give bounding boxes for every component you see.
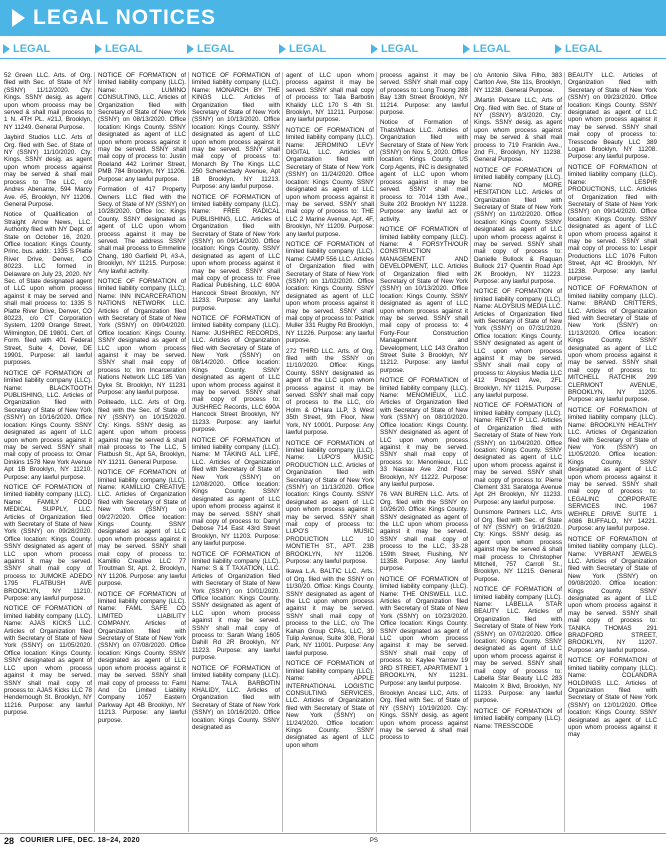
notice-column [286, 72, 377, 832]
legal-notice: NOTICE OF FORMATION of limited liability company (LLC). Name: JUSHREC RECORDS, LLC. Articles of Organization filed with Secretary of State of New York (SSNY) on 08/14/2020. Office location: Kings County. SSNY designated as agent of LLC upon whom process against it may be served. SSNY shall mail copy of process to: JUSHREC Records, LLC 690A Hancock Street Brooklyn, NY 11233. Purpose: any lawful purpose. [192, 315, 280, 434]
arrow-icon [3, 44, 10, 54]
legal-notice: 76 VAN BUREN LLC. Arts. of Org. filed with the SSNY on 10/26/20. Office: Kings County. SSNY designated as agent of the LLC upon whom process against it may be served. SSNY shall mail copy of process to the LLC, 33-28 159th Street, Flushing, NY 11358. Purpose: Any lawful purpose. [380, 491, 468, 573]
section-title: LEGAL NOTICES [33, 6, 216, 29]
print-mark: PS [369, 837, 378, 844]
arrow-icon [555, 44, 562, 54]
arrow-icon [95, 44, 102, 54]
notice-column [568, 72, 659, 832]
column-header-label: LEGAL [105, 43, 143, 55]
legal-notice: Formation of 417 Property Owners LLC filed with the Secy. of State of NY (SSNY) on 10/28/2020. Office loc: Kings County. SSNY designated as agent of LLC upon whom process against it may be served. The address SSNY shall mail process to Emmeline Chang, 180 Garfield Pl, #3-A, Brooklyn, NY 11215. Purpose: Any lawful activity. [98, 186, 186, 275]
arrow-icon [12, 9, 25, 27]
legal-notice: Notice of Qualification of Straight Arrow News, LLC. Authority filed with NY Dept. of State on October 16, 2020. Office location: Kings County. Princ. bus. addr.: 1335 S Platte River Drive, Denver, CO 80223. LLC formed in Delaware on July 23, 2020. NY Sec. of State designated agent of LLC upon whom process against it may be served and shall mail process to: 1335 S Platte River Drive, Denver, CO 80223, c/o CT Corporation System, 1209 Orange Street, Wilmington, DE 19801. Cert. of Form. filed with 401 Federal Street, Suite 4, Dover, DE 19901. Purpose: all lawful purposes. [4, 211, 92, 367]
legal-notice: 52 Green LLC. Arts. of Org. filed with Sec. of State of NY (SSNY) 11/12/2020. Cty: Kings. SSNY desig. as agent upon whom process may be served & shall mail process to 1 N. 4TH PL. #21J, Brooklyn, NY 11249. General Purpose. [4, 72, 92, 131]
legal-notice: Ikawa L.A. BALTIC LLC. Arts. of Org. filed with the SSNY on 11/30/20. Office: Kings County. SSNY designated as agent of the LLC upon whom process against it may be served. SSNY shall mail copy of process to the LLC, c/o The Kahan Group CPAs, LLC, 39 Tulip Avenue, Suite 308, Floral Park, NY 11001. Purpose: Any lawful purpose. [286, 568, 374, 657]
column-headers [0, 40, 666, 59]
legal-notice: NOTICE OF FORMATION of limited liability company (LLC). Name: 4 FORSYTH/OUR CONSTRUCTION MANAGEMENT AND DEVELOPMENT, LLC. Articles of Organization filed with Secretary of State of New York (SSNY) on 10/13/2020. Office location: Kings County. SSNY designated as agent of LLC upon whom process against it may be served. SSNY shall mail copy of process to: 4 Forty-Four Construction Management and Development, LLC 143 Grafton Street Suite 3 Brooklyn, NY 11212. Purpose: any lawful purpose. [380, 226, 468, 374]
column-header [276, 40, 368, 58]
legal-notice: NOTICE OF FORMATION of limited liability company (LLC). Name: INN INCARCERATION NATIONS NETWORK LLC. Articles of Organization filed with Secretary of State of New York (SSNY) on 09/04/2020. Office location: Kings County. SSNY designated as agent of LLC upon whom process against it may be served. SSNY shall mail copy of process to: Inn Incarceration Nations Network LLC 185 Van Dyke St. Brooklyn, NY 11231 Purpose: any lawful purpose. [98, 277, 186, 397]
legal-notice: NOTICE OF FORMATION of limited liability company (LLC). Name: ALOYSIUS MEDIA LLC. Articles of Organization filed with Secretary of State of New York (SSNY) on 07/31/2020. Office location: Kings County. SSNY designated as agent of LLC upon whom process against it may be served. SSNY shall mail copy of process to: Aloysius Media LLC 412 Prospect Ave, 2FL Brooklyn, NY 11215. Purpose: any lawful purpose. [474, 288, 562, 400]
notice-column [4, 72, 95, 832]
legal-notice: NOTICE OF FORMATION of limited liability company (LLC). Name: COLANDRA HOLDINGS LLC. Articles of Organization filed with Secretary of State of New York (SSNY) on 12/01/2020. Office location: Kings County. SSNY designated as agent of LLC upon whom process against it may [568, 657, 657, 739]
arrow-icon [463, 44, 470, 54]
legal-notice: NOTICE OF FORMATION of limited liability company (LLC). Name: VYBRANT JEWELS LLC. Articles of Organization filed with Secretary of State of New York (SSNY) on 09/08/2020. Office location: Kings County. SSNY designated as agent of LLC upon whom process against it may be served. SSNY shall mail copy of process to: TANIKA THOMAS 291 BRADFORD STREET, BROOKLYN, NY 11207. Purpose: any lawful purpose. [568, 535, 657, 654]
legal-notice: NOTICE OF FORMATION of limited liability company (LLC). Name: FREE RADICAL PUBLISHING, LLC. Articles of Organization filed with Secretary of State of New York (SSNY) on 09/14/2020. Office location: Kings County. SSNY designated as agent of LLC upon whom process against it may be served. SSNY shall mail copy of process to: Free Radical Publishing, LLC 690A Hancock Street Brooklyn, NY 11233. Purpose: any lawful purpose. [192, 193, 280, 312]
legal-notice: NOTICE OF FORMATION of limited liability company (LLC). Name: FAML SAFE CO LIMITED LIABILITY COMPANY. Articles of Organization filed with Secretary of State of New York (SSNY) on 07/08/2020. Office location: Kings County. SSNY designated as agent of LLC upon whom process against it may be served. SSNY shall mail copy of process to: Faml And Co Limited Liability Company 1057 Eastern Parkway Apt 4B Brooklyn, NY 11213. Purpose: any lawful purpose. [98, 590, 186, 724]
legal-notice: c/o Antonio Silva Filho, 383 Carlton Ave, Ste 11s, Brooklyn, NY 11238. General Purpose. [474, 72, 562, 94]
legal-notice: NOTICE OF FORMATION of limited liability company (LLC). Name: S & T TAXATION, LLC. Articles of Organization filed with Secretary of State of New York (SSNY) on 10/01/2020. Office location: Kings County. SSNY designated as agent of LLC upon whom process against it may be served. SSNY shall mail copy of process to: Sarah Wang 1605 Dahill Rd 2R Brooklyn, NY 11223. Purpose: any lawful purpose. [192, 550, 280, 662]
notice-column [474, 72, 565, 832]
legal-notice: process against it may be served. SSNY shall mail copy of process to: Long Truong 288 Bay 13th Street Brooklyn, NY 11214. Purpose: any lawful purpose. [380, 72, 468, 117]
column-header-label: LEGAL [13, 43, 51, 55]
legal-notice: NOTICE OF FORMATION of limited liability company (LLC). Name: BROOKLYN HEALTHY LLC. Articles of Organization filed with Secretary of State of New York (SSNY) on 11/05/2020. Office location: Kings County. SSNY designated as agent of LLC upon whom process against it may be served. SSNY shall mail copy of process to: LEGALINC CORPORATE SERVICES INC. 1967 WEHRLE DRIVE SUITE 1 #086 BUFFALO, NY 14221. Purpose: any lawful purpose. [568, 406, 657, 533]
legal-notice: Dunsmore Partners LLC, Arts of Org. filed with Sec. of State of NY (SSNY) on 9/16/2020. Cty: Kings. SSNY desig. as agent upon whom process against may be served & shall mail process to Christopher Mitchell, 757 Carroll St., Brooklyn, NY 11215. General Purpose. [474, 509, 562, 583]
legal-notice: NOTICE OF FORMATION of limited liability company (LLC). Name: BRAND CRITTERS, LLC. Articles of Organization filed with Secretary of State of New York (SSNY) on 11/13/2020. Office location: Kings County. SSNY designated as agent of LLC upon whom process against it may be served. SSNY shall mail copy of process to: MITCHELL RATCHIK 299 CLERMONT AVENUE, BROOKLYN, NY 11205. Purpose: any lawful purpose. [568, 285, 657, 404]
section-banner [0, 0, 666, 36]
legal-notice: NOTICE OF FORMATION of limited liability company (LLC). Name: THE ONSWELL LLC. Articles of Organization filed with Secretary of State of New York (SSNY) on 10/23/2020. Office location: Kings County. SSNY designated as agent of LLC upon whom process against it may be served. SSNY shall mail copy of process to: Kaylee Yarrow 19 3RD STREET, APARTMENT 1 BROOKLYN, NY 11231. Purpose: any lawful purpose. [380, 575, 468, 687]
notice-column [98, 72, 189, 832]
column-header [0, 40, 92, 58]
legal-notice: NOTICE OF FORMATION of limited liability company (LLC). Name: TRESSCODE [474, 707, 562, 730]
column-header [460, 40, 552, 58]
notice-column [380, 72, 471, 832]
legal-notice: NOTICE OF FORMATION of limited liability company (LLC). Name: APPLE INTERNATIONAL LOGISTIC CONSULTING SERVICES, LLC. Articles of Organization filed with Secretary of State of New York (SSNY) on 11/24/2020. Office location: Kings County. SSNY designated as agent of LLC upon whom [286, 660, 374, 749]
legal-notice: NOTICE OF FORMATION of limited liability company (LLC). Name: JEROMINO LEVY DIGITAL LLC. Articles of Organization filed with Secretary of State of New York (SSNY) on 11/24/2020. Office location: Kings County. SSNY designated as agent of LLC upon whom process against it may be served. SSNY shall mail copy of process to: THE LLC 2 Marine Avenue, Apt. 4F, Brooklyn, NY 11209. Purpose: any lawful purpose. [286, 126, 374, 238]
legal-notice: Brooklyn Ancasi LLC, Arts. of Org. filed with Sec. of State of NY (SSNY) 10/19/2020. Cty: Kings. SSNY desig. as agent upon whom process against may be served & shall mail process to [380, 689, 468, 742]
column-header-label: LEGAL [289, 43, 327, 55]
arrow-icon [279, 44, 286, 54]
legal-notice: NOTICE OF FORMATION of limited liability company (LLC). Name: LESPIR PRODUCTIONS, LLC. Articles of Organization filed with Secretary of State of New York (SSNY) on 09/14/2020. Office location: Kings County. SSNY designated as agent of LLC upon whom process against it may be served. SSNY shall mail copy of process to: Lespir Productions LLC 1076 Fulton Street, Apt 4C Brooklyn, NY 11238. Purpose: any lawful purpose. [568, 163, 657, 282]
legal-notice: NOTICE OF FORMATION of limited liability company (LLC). Name: LABELLA STAR BEAUTY LLC. Articles of Organization filed with Secretary of State of New York (SSNY) on 07/02/2020. Office location: Kings County. SSNY designated as agent of LLC upon whom process against it may be served. SSNY shall mail copy of process to: Labella Star Beauty LLC 283 Malcolm X Blvd, Brooklyn, NY 11233. Purpose: any lawful purpose. [474, 586, 562, 705]
legal-notice: NOTICE OF FORMATION of limited liability company (LLC). Name: MENOMIEUX, LLC. Articles of Organization filed with Secretary of State of New York (SSNY) on 08/10/2020. Office location: Kings County. SSNY designated as agent of LLC upon whom process against it may be served. SSNY shall mail copy of process to: Menomieux, LLC 33 Nassau Ave 2nd Floor Brooklyn, NY 11222. Purpose: any lawful purpose. [380, 377, 468, 488]
column-header-label: LEGAL [197, 43, 235, 55]
legal-notice: NOTICE OF FORMATION of limited liability company (LLC). Name: M TAKING ALL LIFE, LLC. Articles of Organization filed with Secretary of State of New York (SSNY) on 12/08/2020. Office location: Kings County. SSNY designated as agent of LLC upon whom process against it may be served. SSNY shall mail copy of process to: Darryl Debose 714 East 43rd Street Brooklyn, NY 11203. Purpose: any lawful purpose. [192, 436, 280, 548]
legal-notice: Jaybird Studios LLC. Arts of Org. filed with Sec. of State of NY (SSNY) 11/10/2020. Cty: Kings. SSNY desig. as agent upon whom process against may be served & shall mail process to The LLC, c/o Andres Abenante, 594 Marcy Ave. #5, Brooklyn, NY 11206. General Purpose. [4, 134, 92, 208]
page-footer [0, 833, 666, 847]
legal-notice: NOTICE OF FORMATION of limited liability company (LLC). Name: KAMILLIO CREATIVE LLC. Articles of Organization filed with Secretary of State of New York (SSNY) on 09/27/2020. Office location: Kings County. SSNY designated as agent of LLC upon whom process against it may be served. SSNY shall mail copy of process to: Kamillio Creative LLC 77 Troutman St, Apt. 2, Brooklyn, NY 11206. Purpose: any lawful purpose. [98, 469, 186, 588]
legal-notice: NOTICE OF FORMATION of limited liability company (LLC). Name: MONARCH BY THE KINGS LLC. Articles of Organization filed with Secretary of State of New York (SSNY) on 10/13/2020. Office location: Kings County. SSNY designated as agent of LLC upon whom process against it may be served. SSNY shall mail copy of process to: Monarch By The Kings LLC 250 Schenectady Avenue, Apt 1B Brooklyn, NY 11213. Purpose: any lawful purpose. [192, 72, 280, 191]
notice-columns [4, 72, 664, 832]
legal-notice: NOTICE OF FORMATION of limited liability company (LLC). Name: FAMILY FOOD MEDICAL SUPPLY, LLC. Articles of Organization filed with Secretary of State of New York (SSNY) on 09/28/2020. Office location: Kings County. SSNY designated as agent of LLC upon whom process against it may be served. SSNY shall mail copy of process to: JUMOKE ADEDO 1795 FLATBUSH AVE BROOKLYN, NY 11210. Purpose: any lawful purpose. [4, 483, 92, 603]
legal-notice: NOTICE OF FORMATION of limited liability company (LLC). Name: NO MORE HESITATION LLC. Articles of Organization filed with Secretary of State of New York (SSNY) on 11/02/2020. Office location: Kings County. SSNY designated as agent of LLC upon whom process against it may be served. SSNY shall mail copy of process to: Danielle Bullock & Raquan Bullock 217 Quentin Road Apt 2K Brooklyn, NY 11223. Purpose: any lawful purpose. [474, 166, 562, 285]
legal-notice: JMartin Petcare LLC, Arts of Org. filed with Sec. of State of NY (SSNY) 8/3/2020. Cty: Kings. SSNY desig. as agent upon whom process against may be served & shall mail process to 719 Franklin Ave., 2nd Fl., Brooklyn, NY 11238. General Purpose. [474, 97, 562, 164]
page-number: 28 [4, 835, 15, 846]
column-header [92, 40, 184, 58]
legal-notice: NOTICE OF FORMATION of limited liability company (LLC). Name: TALA BARBOTIN KHALIDY, LLC. Articles of Organization filed with Secretary of State of New York (SSNY) on 10/16/2020. Office location: Kings County. SSNY designated as [192, 664, 280, 731]
legal-notice: NOTICE OF FORMATION of limited liability company (LLC). Name: BLACKTOOTH PUBLISHING, LLC. Articles of Organization filed with Secretary of State of New York (SSNY) on 10/16/2020. Office location: Kings County. SSNY designated as agent of LLC upon whom process against it may be served. SSNY shall mail copy of process to: Omar Dinkins 1578 New York Avenue Apt 1B Brooklyn, NY 11210. Purpose: any lawful purpose. [4, 369, 92, 481]
legal-notice: NOTICE OF FORMATION of limited liability company (LLC). Name: AJAS KICKS LLC. Articles of Organization filed with Secretary of State of New York (SSNY) on 11/05/2020. Office location: Kings County. SSNY designated as agent of LLC upon whom process against it may be served. SSNY shall mail copy of process to: AJAS Kicks LLC 78 Hendernough St. Brooklyn, NY 11216. Purpose: any lawful purpose. [4, 605, 92, 717]
legal-notice: NOTICE OF FORMATION of limited liability company (LLC). Name: RENTY P LLC. Articles of Organization filed with Secretary of State of New York (SSNY) on 11/04/2020. Office location: Kings County. SSNY designated as agent of LLC upon whom process against it may be served. SSNY shall mail copy of process to: Pierre Clement 331 Saratoga Avenue Apt 2H Brooklyn, NY 11233. Purpose: any lawful purpose. [474, 402, 562, 506]
publication-line: COURIER LIFE, DEC. 18–24, 2020 [20, 837, 140, 844]
column-header [552, 40, 644, 58]
legal-notice: agent of LLC upon whom process against it may be served. SSNY shall mail copy of process to: Tala Barbotin Khalidy LLC 170 S 4th St. Brooklyn, NY 11211. Purpose: any lawful purpose. [286, 72, 374, 124]
legal-notice: NOTICE OF FORMATION of limited liability company (LLC). Name: CAMP 556 LLC. Articles of Organization filed with Secretary of State of New York (SSNY) on 11/02/2020. Office location: Kings County. SSNY designated as agent of LLC upon whom process against it may be served. SSNY shall mail copy of process to: Patrick Muller 331 Rugby Rd Brooklyn, NY 11226. Purpose: any lawful purpose. [286, 240, 374, 345]
column-header-label: LEGAL [473, 43, 511, 55]
column-header [368, 40, 460, 58]
legal-notice: BEAUTY LLC. Articles of Organization filed with Secretary of State of New York (SSNY) on 09/23/2020. Office location: Kings County. SSNY designated as agent of LLC upon whom process against it may be served. SSNY shall mail copy of process to: Tresscode Beauty LLC 389 Logan Brooklyn, NY 11208. Purpose: any lawful purpose. [568, 72, 657, 161]
legal-notice: NOTICE OF FORMATION of limited liability company (LLC). Name: LUMINO CONSULTING, LLC. Articles of Organization filed with Secretary of State of New York (SSNY) on 08/13/2020. Office location: Kings County. SSNY designated as agent of LLC upon whom process against it may be served. SSNY shall mail copy of process to: Justin Roeland 442 Lorimer Street, PMB 784 Brooklyn, NY 11206. Purpose: any lawful purpose. [98, 72, 186, 183]
arrow-icon [187, 44, 194, 54]
notice-column [192, 72, 283, 832]
column-header-label: LEGAL [565, 43, 603, 55]
column-header [184, 40, 276, 58]
legal-notice: NOTICE OF FORMATION of limited liability company (LLC). Name: LUPO'S MUSIC PRODUCTION LLC. Articles of Organization filed with Secretary of State of New York (SSNY) on 11/13/2020. Office location: Kings County. SSNY designated as agent of LLC upon whom process against it may be served. SSNY shall mail copy of process to: LUPO'S MUSIC PRODUCTION LLC 10 MONTIETH ST., APT. 23B BROOKLYN, NY 11206. Purpose: any lawful purpose. [286, 439, 374, 565]
arrow-icon [371, 44, 378, 54]
legal-notice: 272 THIRD LLC. Arts. of Org. filed with the SSNY on 11/10/2020. Office: Kings County. SSNY designated as agent of the LLC upon whom process against it may be served. SSNY shall mail copy of process to the LLC, c/o Holm & O'Hara LLP, 3 West 35th Street, 9th Floor, New York, NY 10001. Purpose: Any lawful purpose. [286, 347, 374, 437]
column-header-label: LEGAL [381, 43, 419, 55]
legal-notice: Notice of Formation of ThatsWhack LLC. Articles of Organization filed with Secretary of State of New York (SSNY) on Nov. 5, 2020. Office location: Kings County. US Corp Agents, INC is designated agent of LLC upon whom process against it may be served. SSNY shall mail process to: 7014 13th Ave., Suite 202 Brooklyn NY 11228. Purpose: any lawful act or activity. [380, 119, 468, 223]
legal-notice: Politeado, LLC. Arts of Org. filed with the Sec. of State of NY (SSNY) on 10/15/2020. Cty: Kings. SSNY desig. as agent upon whom process against may be served & shall mail process to The LLC, 5 Flatbush St., Apt 5A, Brooklyn, NY 11211. General Purpose. [98, 399, 186, 466]
